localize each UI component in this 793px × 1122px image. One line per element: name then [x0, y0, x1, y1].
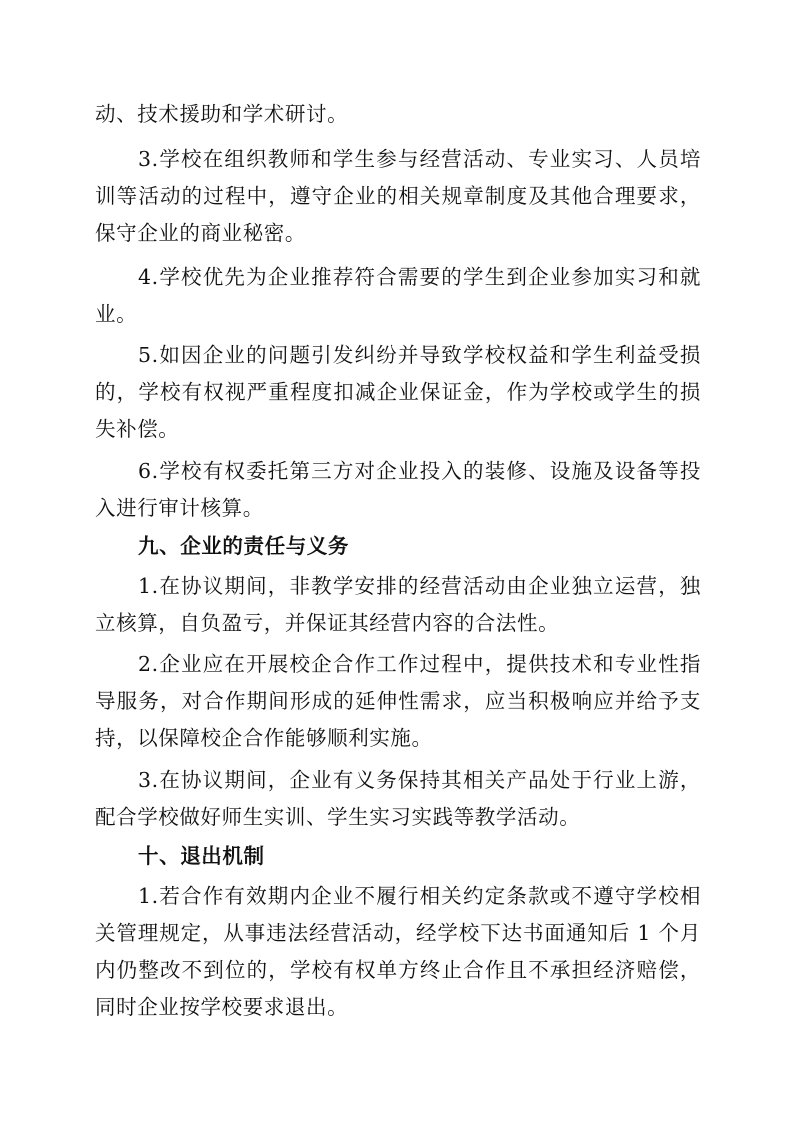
- paragraph-item-4: 4.学校优先为企业推荐符合需要的学生到企业参加实习和就业。: [95, 265, 701, 326]
- paragraph-item-3: 3.学校在组织教师和学生参与经营活动、专业实习、人员培训等活动的过程中，遵守企业的相关规章制度及其他合理要求，保守企业的商业秘密。: [95, 147, 701, 245]
- section-heading-9: 九、企业的责任与义务: [138, 534, 349, 558]
- section-heading-10: 十、退出机制: [138, 844, 265, 868]
- paragraph-item-6: 6.学校有权委托第三方对企业投入的装修、设施及设备等投入进行审计核算。: [95, 459, 701, 520]
- paragraph-item-9-1: 1.在协议期间，非教学安排的经营活动由企业独立运营，独立核算，自负盈亏，并保证其经营内容的合法性。: [95, 574, 701, 635]
- paragraph-item-5: 5.如因企业的问题引发纠纷并导致学校权益和学生利益受损的，学校有权视严重程度扣减企业保证金，作为学校或学生的损失补偿。: [95, 343, 701, 441]
- paragraph-continuation: 动、技术援助和学术研讨。: [95, 102, 349, 126]
- paragraph-item-10-1: 1.若合作有效期内企业不履行相关约定条款或不遵守学校相关管理规定，从事违法经营活动，经学校下达书面通知后 1 个月内仍整改不到位的，学校有权单方终止合作且不承担经济赔偿，同时企业按学校要求退出。: [95, 884, 701, 1019]
- paragraph-item-9-3: 3.在协议期间，企业有义务保持其相关产品处于行业上游，配合学校做好师生实训、学生实习实践等教学活动。: [95, 768, 701, 829]
- paragraph-item-9-2: 2.企业应在开展校企合作工作过程中，提供技术和专业性指导服务，对合作期间形成的延伸性需求，应当积极响应并给予支持，以保障校企合作能够顺利实施。: [95, 652, 701, 750]
